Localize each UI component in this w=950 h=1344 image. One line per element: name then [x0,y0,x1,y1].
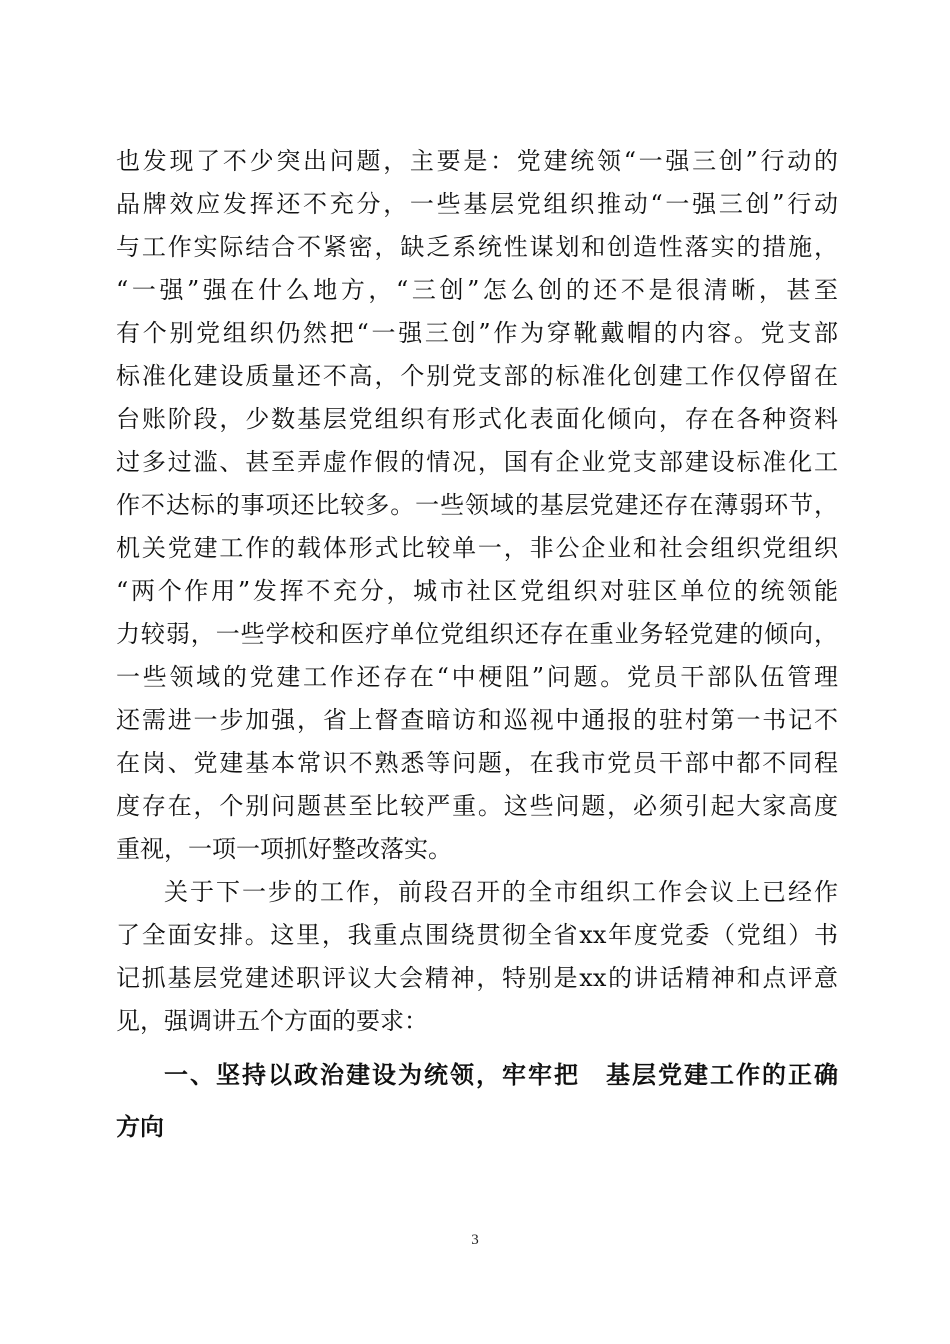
text-line: 有个别党组织仍然把“一强三创”作为穿靴戴帽的内容。党支部 [116,319,838,347]
paragraph-issues [116,140,838,871]
text-line: 力较弱，一些学校和医疗单位党组织还存在重业务轻党建的倾向， [116,620,838,648]
text-line: 作不达标的事项还比较多。一些领域的基层党建还存在薄弱环节， [116,491,838,519]
section-heading [116,1049,838,1153]
body-text [116,140,838,1153]
text-line: 见，强调讲五个方面的要求： [116,1007,428,1035]
text-line: 与工作实际结合不紧密，缺乏系统性谋划和创造性落实的措施， [116,233,838,261]
text-line: 了全面安排。这里，我重点围绕贯彻全省xx年度党委（党组）书 [116,921,838,949]
text-line: 还需进一步加强，省上督查暗访和巡视中通报的驻村第一书记不 [116,706,838,734]
text-line: 度存在，个别问题甚至比较严重。这些问题，必须引起大家高度 [116,792,838,820]
text-line: 关于下一步的工作，前段召开的全市组织工作会议上已经作 [164,878,838,906]
text-line: 在岗、党建基本常识不熟悉等问题，在我市党员干部中都不同程 [116,749,838,777]
paragraph-next-steps [116,871,838,1043]
page-number: 3 [471,1232,479,1248]
heading-line: 方向 [116,1113,164,1141]
text-line: “两个作用”发挥不充分，城市社区党组织对驻区单位的统领能 [116,577,838,605]
text-line: 台账阶段，少数基层党组织有形式化表面化倾向，存在各种资料 [116,405,838,433]
text-line: 标准化建设质量还不高，个别党支部的标准化创建工作仅停留在 [116,362,838,390]
text-line: “一强”强在什么地方，“三创”怎么创的还不是很清晰，甚至 [116,276,838,304]
text-line: 记抓基层党建述职评议大会精神，特别是xx的讲话精神和点评意 [116,964,838,992]
text-line: 过多过滥、甚至弄虚作假的情况，国有企业党支部建设标准化工 [116,448,838,476]
heading-line: 一、坚持以政治建设为统领，牢牢把 基层党建工作的正确 [164,1061,838,1089]
text-line: 品牌效应发挥还不充分，一些基层党组织推动“一强三创”行动 [116,190,838,218]
text-line: 也发现了不少突出问题，主要是：党建统领“一强三创”行动的 [116,147,838,175]
text-line: 重视，一项一项抓好整改落实。 [116,835,452,863]
text-line: 一些领域的党建工作还存在“中梗阻”问题。党员干部队伍管理 [116,663,838,691]
text-line: 机关党建工作的载体形式比较单一，非公企业和社会组织党组织 [116,534,838,562]
